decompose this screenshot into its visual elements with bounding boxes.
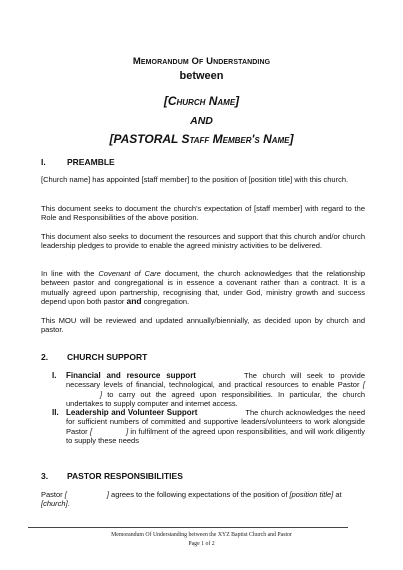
section-heading-pastor-responsibilities (41, 471, 183, 482)
bracket-close: ] (126, 426, 129, 436)
item-heading: Leadership and Volunteer Support (66, 408, 198, 417)
preamble-paragraph-2: This document seeks to document the church's expectation of [staff member] with regard to the Role and Responsibilities of the above position. (41, 204, 365, 223)
support-item-financial (52, 371, 365, 409)
section-number: 2. (41, 352, 49, 362)
footer-page-number: Page 1 of 2 (188, 541, 215, 547)
bracket-close: ] (100, 389, 103, 399)
item-text: The church will seek to provide necessary levels of financial, technological, and practical resources to enable Pastor (66, 371, 366, 390)
paragraph-text: . (67, 499, 70, 509)
church-placeholder: [church] (41, 499, 68, 509)
section-heading-preamble (41, 157, 115, 168)
paragraph-text: In line with the (41, 269, 99, 278)
responsibilities-paragraph (41, 490, 365, 509)
footer-title: Memorandum Of Understanding between the XYZ Baptist Church and Pastor (111, 532, 292, 538)
covenant-of-care-reference: Covenant of Care (98, 269, 161, 278)
item-text: to carry out the agreed upon responsibilities. In particular, the church undertakes to supply computer and internet access. (66, 389, 365, 409)
section-title: CHURCH SUPPORT (67, 352, 148, 362)
title-memorandum: Memorandum Of Understanding (132, 56, 271, 67)
footer-divider (28, 527, 348, 528)
title-between: between (179, 70, 224, 82)
item-text: The church acknowledges the need for sufficient numbers of committed and supportive leaders/volunteers to work alongside Pastor (66, 408, 366, 436)
paragraph-text: congregation. (141, 297, 190, 307)
section-number: 3. (41, 471, 49, 481)
item-heading: Financial and resource support (66, 371, 196, 380)
item-body (66, 371, 365, 409)
emphasis-and: and (126, 296, 142, 307)
document-title-block (0, 55, 403, 146)
section-title: PREAMBLE (67, 157, 115, 167)
support-item-leadership (52, 408, 365, 446)
preamble-paragraph-4 (41, 269, 365, 307)
preamble-paragraph-5: This MOU will be reviewed and updated annually/biennially, as decided upon by church and pastor. (41, 316, 365, 335)
bracket-open: [ (362, 380, 365, 390)
preamble-paragraph-3: This document also seeks to document the resources and support that this church and/or church leadership pledges to provide to enable the agreed ministry activities to be delivered. (41, 232, 365, 251)
preamble-paragraph-1: [Church name] has appointed [staff member] to the position of [position title] with this church. (41, 175, 349, 184)
item-text: in fulfilment of the agreed upon responsibilities, and will work diligently to supply these needs (66, 426, 365, 446)
position-title-placeholder: [position title] (289, 490, 334, 499)
paragraph-text: document, the church acknowledges that the relationship between pastor and congregational is in essence a covenant rather than a contract. It is a mutually agreed upon partnership, recognising that, under God, ministry growth and success depend upon both pastor (41, 269, 365, 307)
bracket-open: [ (89, 426, 93, 436)
item-body (66, 408, 365, 446)
title-and: AND (190, 115, 213, 127)
section-heading-church-support (41, 352, 147, 363)
item-numeral: II. (52, 408, 59, 417)
paragraph-text: at (333, 490, 342, 499)
paragraph-text: Pastor (41, 490, 65, 499)
bracket-close: ] (106, 490, 109, 499)
section-title: PASTOR RESPONSIBILITIES (67, 471, 183, 481)
item-numeral: I. (52, 371, 57, 380)
title-church-name: [Church Name] (163, 94, 240, 108)
title-staff-member-name: [PASTORAL Staff Member's Name] (109, 132, 294, 146)
section-number: I. (41, 157, 46, 167)
bracket-open: [ (64, 490, 67, 499)
paragraph-text: agrees to the following expectations of the position of (108, 490, 290, 499)
